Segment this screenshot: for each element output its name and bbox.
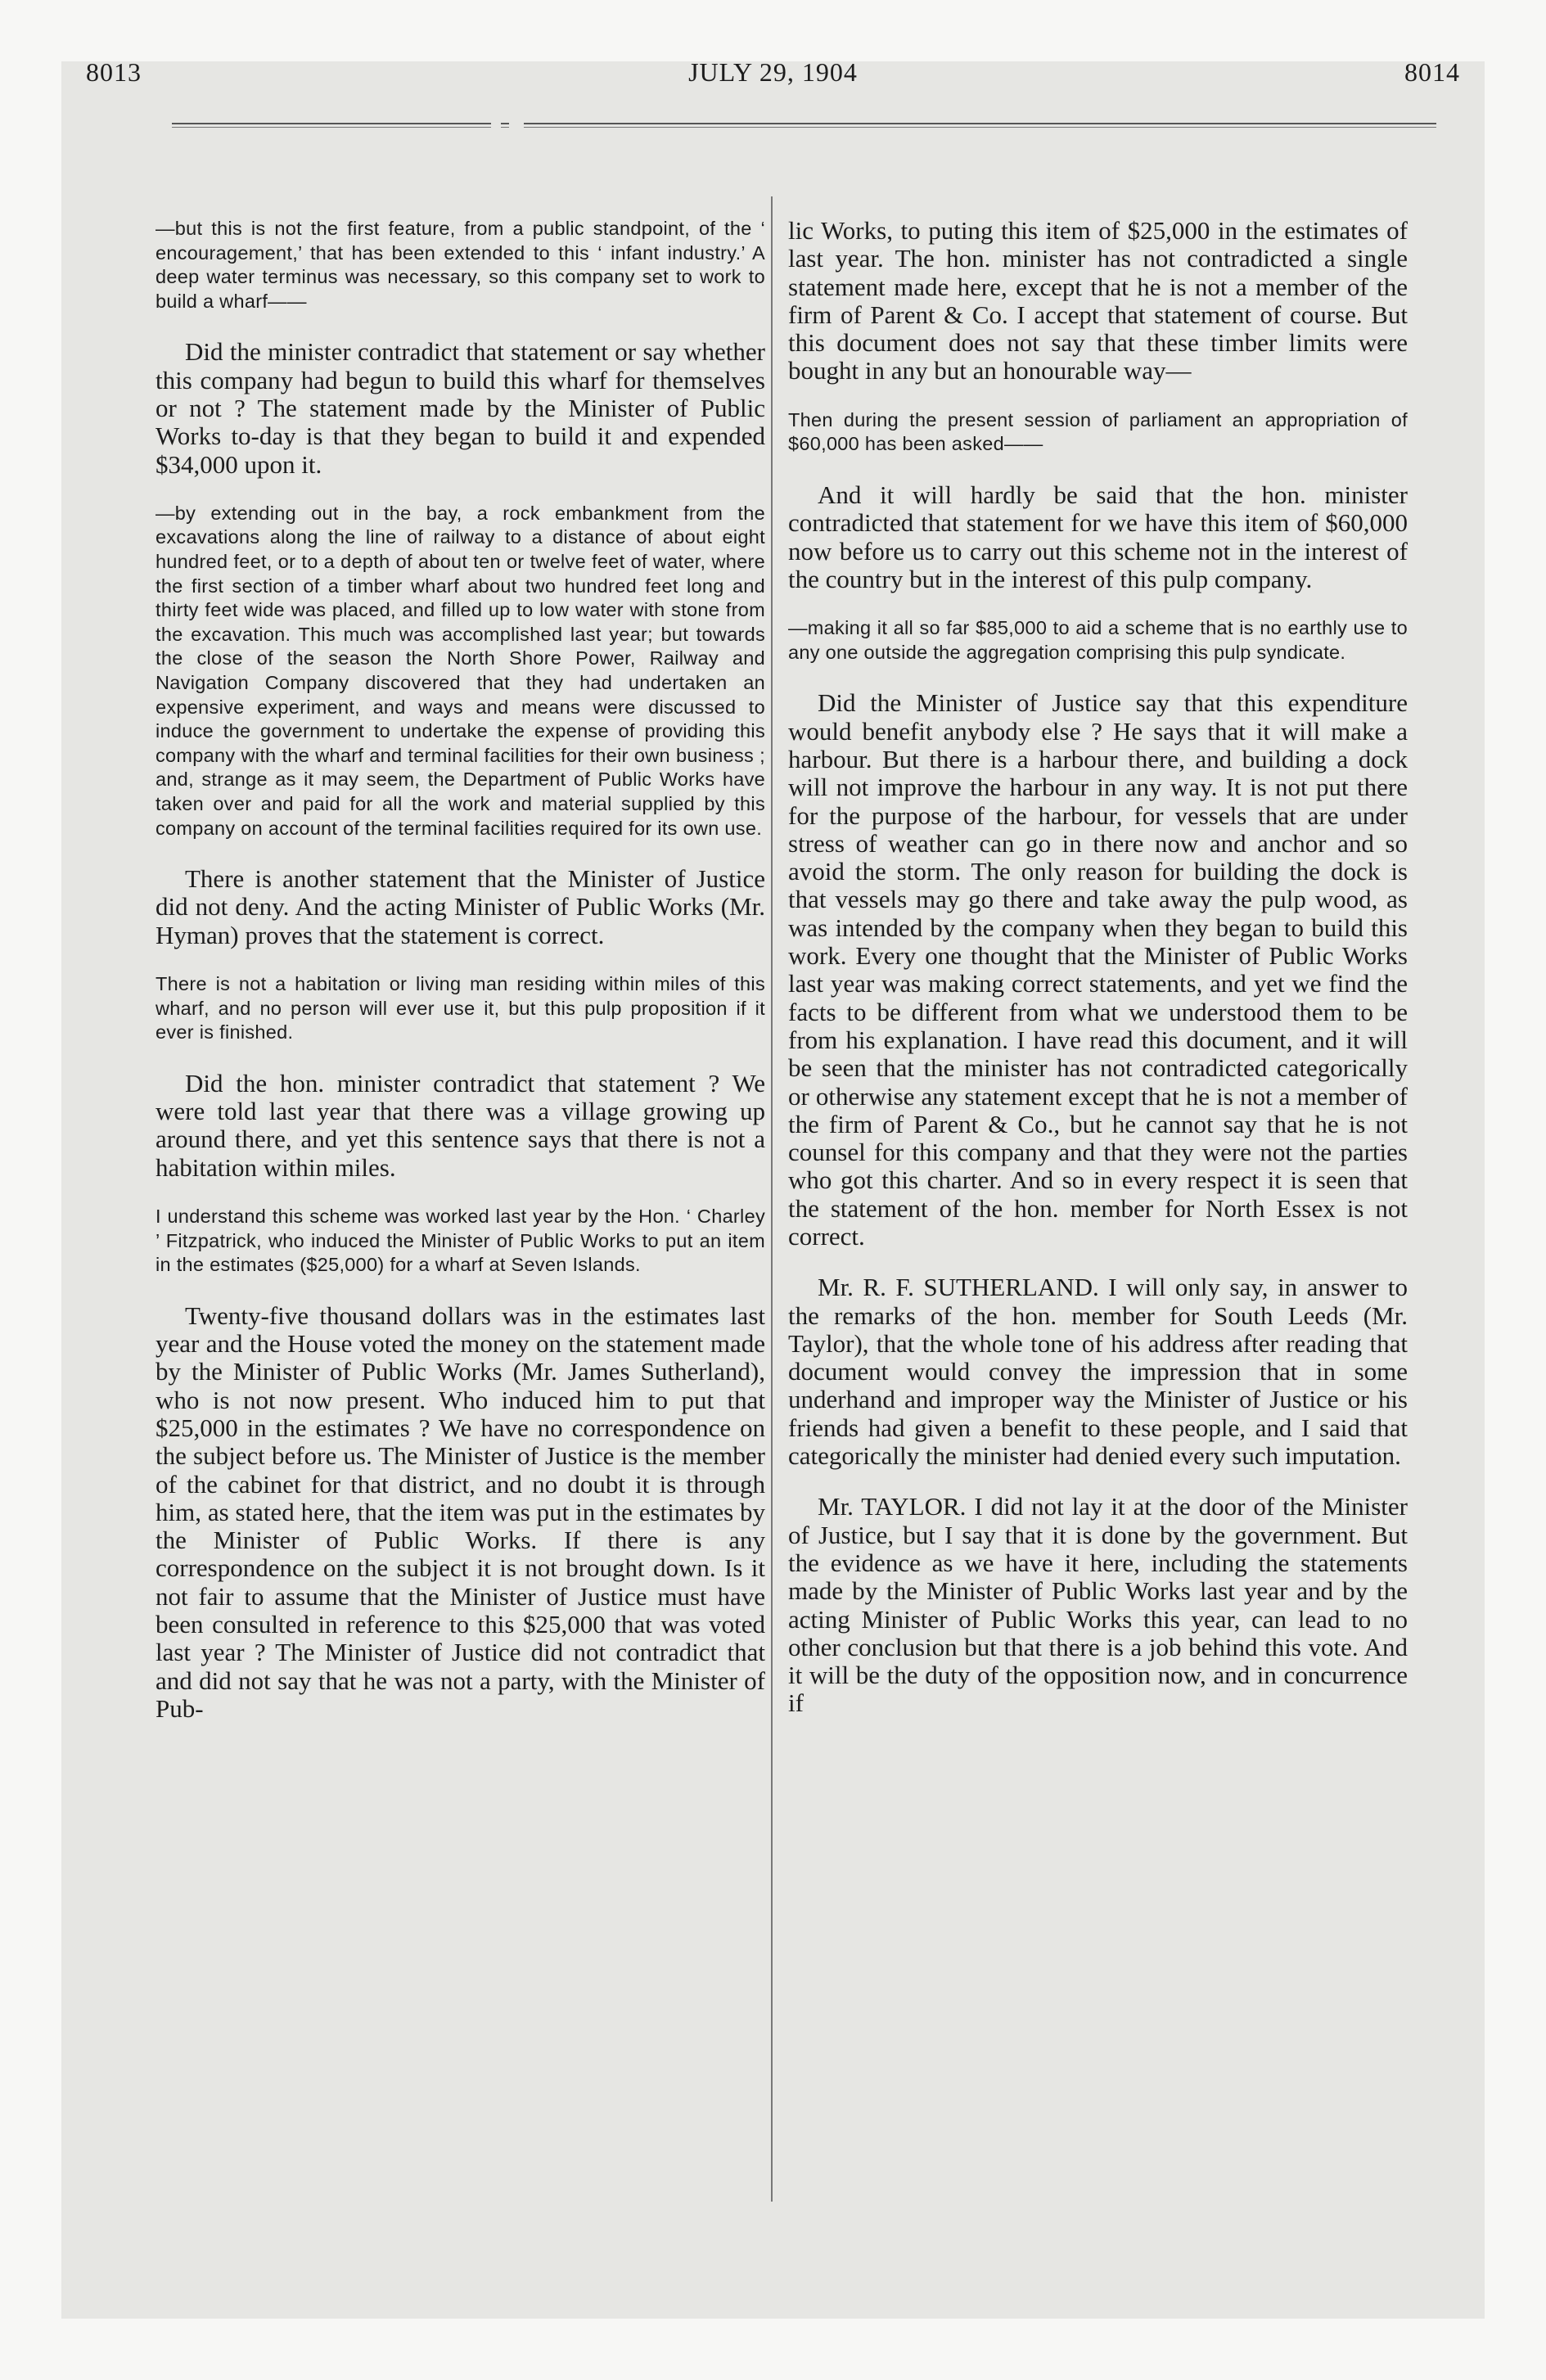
right-column [788,217,1408,1741]
speech-paragraph: Twenty-five thousand dollars was in the estimates last year and the House voted the money on the statement made by the Minister of Public Works (Mr. James Sutherland), who is not now present. Who induced him to put that $25,000 in the estimates ? We have no correspondence on the subject before us. The Minister of Justice is the member of the cabinet for that district, and no doubt it is through him, as stated here, that the item was put in the estimates by the Minister of Public Works. If there is any correspondence on the subject it is not brought down. Is it not fair to assume that the Minister of Justice must have been consulted in reference to this $25,000 that was voted last year ? The Minister of Justice did not contradict that and did not say that he was not a party, with the Minister of Pub- [156,1300,765,1723]
speech-paragraph: Did the minister contradict that statement or say whether this company had begun to build this wharf for themselves or not ? The statement made by the Minister of Public Works to-day is that they began to build it and expended $34,000 upon it. [156,337,765,479]
speech-paragraph: Mr. R. F. SUTHERLAND. I will only say, in answer to the remarks of the hon. member for South Leeds (Mr. Taylor), that the whole tone of his address after reading that document would convey the impression that in some underhand and improper way the Minister of Justice or his friends had given a benefit to these people, and I said that categorically the minister had denied every such imputation. [788,1273,1408,1471]
speech-paragraph: lic Works, to puting this item of $25,000 in the estimates of last year. The hon. minister has not contradicted a single statement made here, except that he is not a member of the firm of Parent & Co. I accept that statement of course. But this document does not say that these timber limits were bought in any but an honourable way— [788,216,1408,385]
page-date: JULY 29, 1904 [688,57,858,87]
header-rule [501,123,509,128]
page-number-right: 8014 [1404,57,1460,87]
speech-paragraph: Mr. TAYLOR. I did not lay it at the door of the Minister of Justice, but I say that it is done by the government. But the evidence as we have it here, including the statements made by the Minister of Public Works last year and by the acting Minister of Public Works this year, can lead to no other conclusion but that there is a job behind this vote. And it will be the duty of the opposition now, and in concurrence if [788,1492,1408,1718]
column-divider [771,196,773,2202]
speech-paragraph: And it will hardly be said that the hon. minister contradicted that statement for we have this item of $60,000 now before us to carry out this scheme not in the interest of the country but in the interest of this pulp company. [788,480,1408,593]
quoted-passage: —by extending out in the bay, a rock embankment from the excavations along the line of railway to a distance of about eight hundred feet, or to a depth of about ten or twelve feet of water, where the first section of a timber wharf about two hundred feet long and thirty feet wide was placed, and filled up to low water with stone from the excavation. This much was accomplished last year; but towards the close of the season the North Shore Power, Railway and Navigation Company discovered that they had undertaken an expensive experiment, and ways and means were discussed to induce the government to undertake the expense of providing this company with the wharf and terminal facilities for their own business ; and, strange as it may seem, the Department of Public Works have taken over and paid for all the work and material supplied by this company on account of the terminal facilities required for its own use. [156,502,765,839]
speech-paragraph: Did the hon. minister contradict that statement ? We were told last year that there was a village growing up around there, and yet this sentence says that there is not a habitation within miles. [156,1068,765,1182]
quoted-passage: There is not a habitation or living man residing within miles of this wharf, and no person will ever use it, but this pulp proposition if it ever is finished. [156,973,765,1044]
quoted-passage: —but this is not the first feature, from a public standpoint, of the ‘ encouragement,’ that has been extended to this ‘ infant industry.’ A deep water terminus was necessary, so this company set to work to build a wharf—— [156,218,765,312]
speech-paragraph: There is another statement that the Minister of Justice did not deny. And the acting Minister of Public Works (Mr. Hyman) proves that the statement is correct. [156,864,765,949]
quoted-passage: I understand this scheme was worked last year by the Hon. ‘ Charley ’ Fitzpatrick, who induced the Minister of Public Works to put an item in the estimates ($25,000) for a wharf at Seven Islands. [156,1206,765,1276]
quoted-passage: Then during the present session of parliament an appropriation of $60,000 has been asked—— [788,408,1408,455]
quoted-passage: —making it all so far $85,000 to aid a scheme that is no earthly use to any one outside the aggregation comprising this pulp syndicate. [788,617,1408,663]
header-rule [524,123,1436,128]
page-number-left: 8013 [86,57,142,87]
header-rule [172,123,491,128]
page-header [86,57,1460,98]
speech-paragraph: Did the Minister of Justice say that this expenditure would benefit anybody else ? He says that it will make a harbour. But there is a harbour there, and building a dock will not improve the harbour in any way. It is not put there for the purpose of the harbour, for vessels that are under stress of weather can go in there now and anchor and so avoid the storm. The only reason for building the dock is that vessels may go there and take away the pulp wood, as was intended by the company when they began to build this work. Every one thought that the Minister of Public Works last year was making correct statements, and yet we find the facts to be different from what we understood them to be from his explanation. I have read this document, and it will be seen that the minister has not contradicted categorically or otherwise any statement except that he is not a member of the firm of Parent & Co., but he cannot say that he is not counsel for this company and that they were not the parties who got this charter. And so in every respect it is seen that the statement of the hon. member for North Essex is not correct. [788,688,1408,1251]
left-column [156,217,765,1746]
